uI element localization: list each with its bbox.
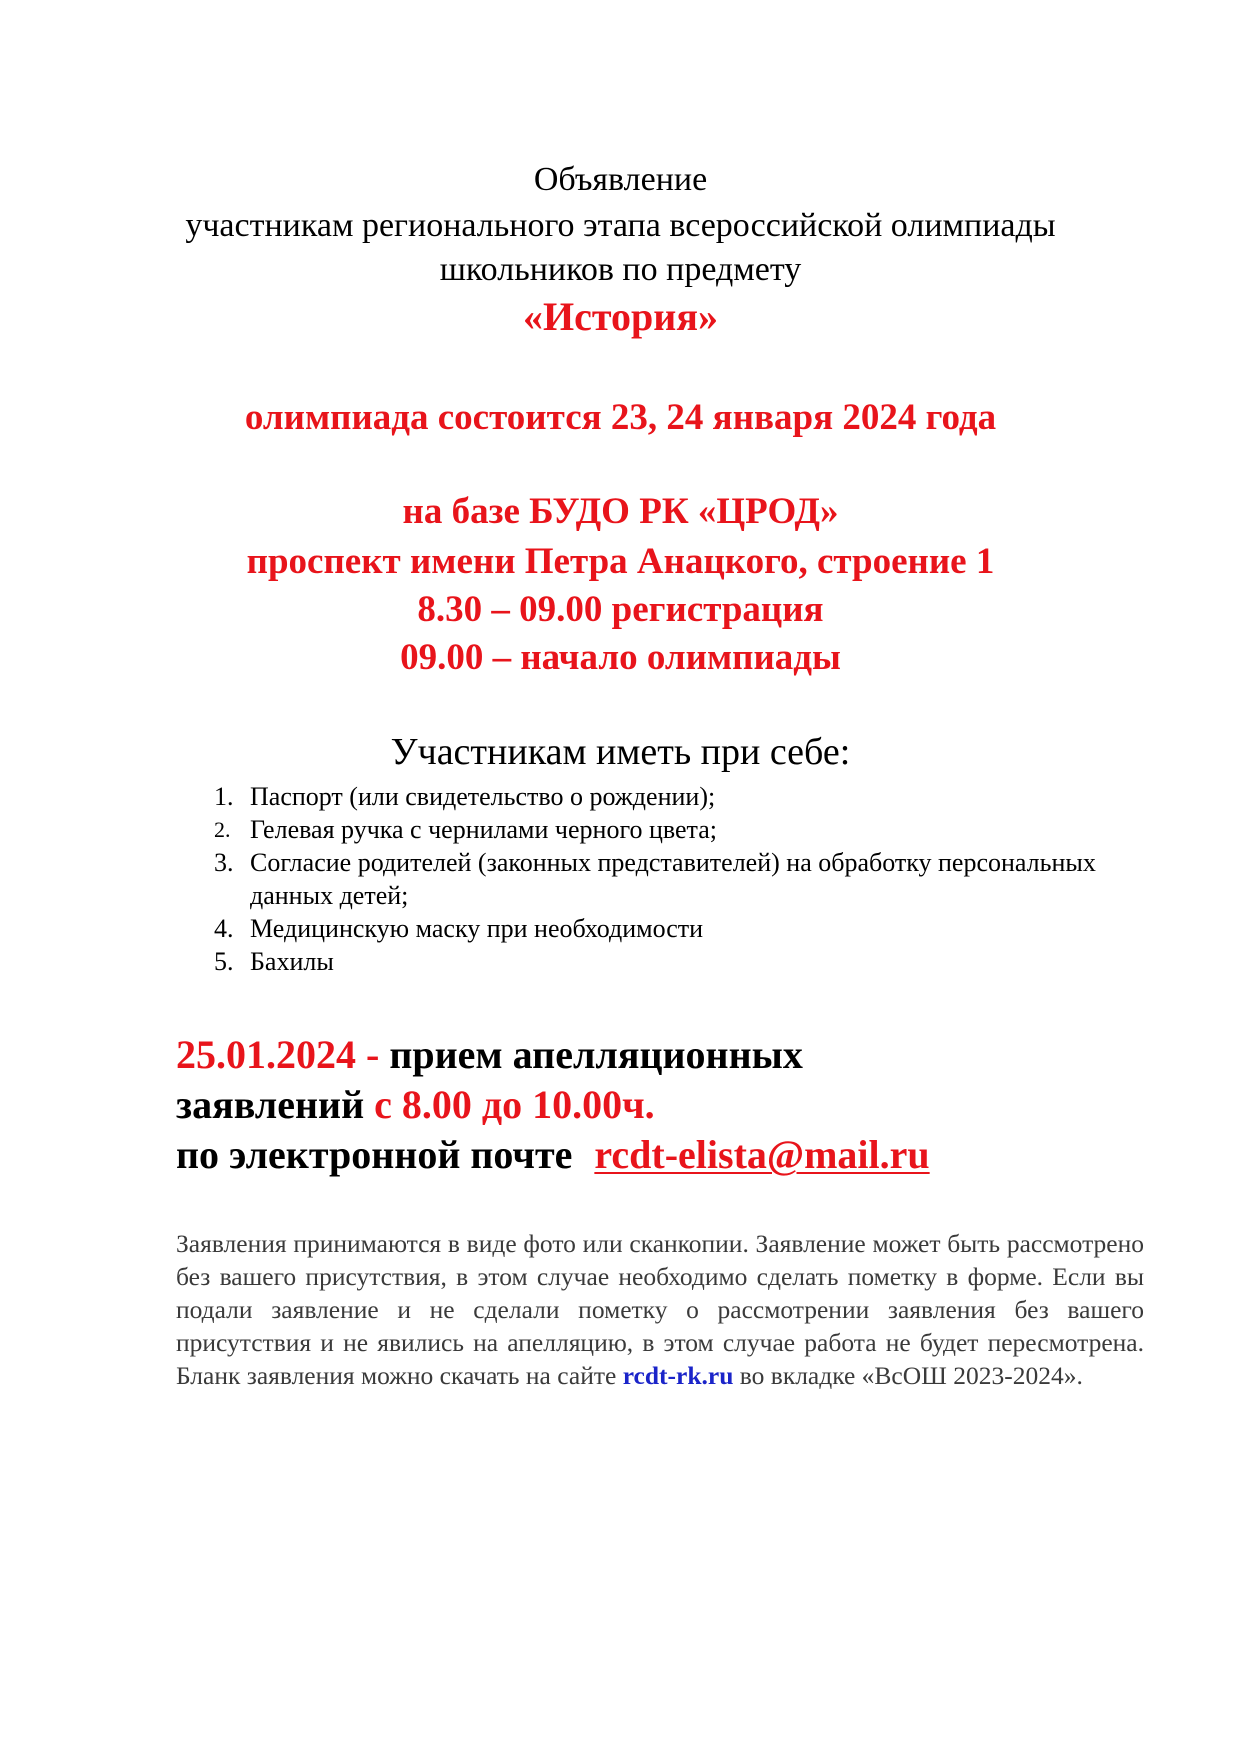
appeal-date: 25.01.2024 - bbox=[176, 1032, 380, 1077]
announcement-subtitle-line1: участникам регионального этапа всероссийской олимпиады bbox=[185, 207, 1056, 244]
list-item-text: Паспорт (или свидетельство о рождении); bbox=[250, 782, 716, 811]
event-start-time: 09.00 – начало олимпиады bbox=[400, 637, 841, 678]
event-registration-time: 8.30 – 09.00 регистрация bbox=[417, 589, 824, 630]
appeal-text2: заявлений bbox=[176, 1082, 365, 1127]
list-item bbox=[200, 945, 1100, 978]
list-item bbox=[200, 813, 1100, 846]
announcement-title: Объявление bbox=[533, 161, 708, 198]
appeal-line1 bbox=[176, 1030, 1176, 1080]
appeal-block bbox=[176, 1030, 1176, 1180]
list-item bbox=[200, 780, 1100, 813]
list-item bbox=[200, 912, 1100, 945]
note-text: Заявления принимаются в виде фото или сканкопии. Заявление может быть рассмотрено без вашего присутствия, в этом случае необходимо сделать пометку в форме. Если вы подали заявление и не сделали пометку о рассмотрении заявления без вашего присутствия и не явились на апелляцию, в этом случае работа не будет пересмотрена. Бланк заявления можно скачать на сайте bbox=[176, 1229, 1144, 1390]
note-paragraph bbox=[176, 1227, 1144, 1392]
appeal-text3: по электронной почте bbox=[176, 1132, 583, 1177]
appeal-time: с 8.00 до 10.00ч. bbox=[364, 1082, 655, 1127]
list-item-text: Медицинскую маску при необходимости bbox=[250, 914, 704, 943]
list-item-text: Согласие родителей (законных представителей) на обработку персональных данных детей; bbox=[250, 848, 1096, 910]
list-item-number: 3. bbox=[214, 848, 234, 877]
list-item bbox=[200, 846, 1100, 912]
announcement-subtitle-line2: школьников по предмету bbox=[439, 251, 802, 288]
event-address: проспект имени Петра Анацкого, строение 1 bbox=[246, 541, 995, 582]
site-link[interactable]: rcdt-rk.ru bbox=[622, 1361, 734, 1390]
event-venue: на базе БУДО РК «ЦРОД» bbox=[402, 491, 839, 532]
bring-list bbox=[200, 780, 1100, 978]
event-date: олимпиада состоится 23, 24 января 2024 года bbox=[244, 397, 997, 438]
appeal-email-link[interactable]: rcdt-elista@mail.ru bbox=[594, 1132, 930, 1177]
appeal-text1: прием апелляционных bbox=[379, 1032, 803, 1077]
bring-heading: Участникам иметь при себе: bbox=[390, 731, 851, 773]
list-item-number: 1. bbox=[214, 782, 234, 811]
list-item-number: 2. bbox=[214, 817, 231, 842]
list-item-text: Бахилы bbox=[250, 947, 334, 976]
list-item-text: Гелевая ручка с чернилами черного цвета; bbox=[250, 815, 717, 844]
list-item-number: 5. bbox=[214, 947, 234, 976]
note-tail: во вкладке «ВсОШ 2023-2024». bbox=[733, 1361, 1083, 1390]
subject-title: «История» bbox=[523, 294, 718, 339]
appeal-line2 bbox=[176, 1080, 1176, 1130]
list-item-number: 4. bbox=[214, 914, 234, 943]
appeal-line3 bbox=[176, 1130, 1176, 1180]
